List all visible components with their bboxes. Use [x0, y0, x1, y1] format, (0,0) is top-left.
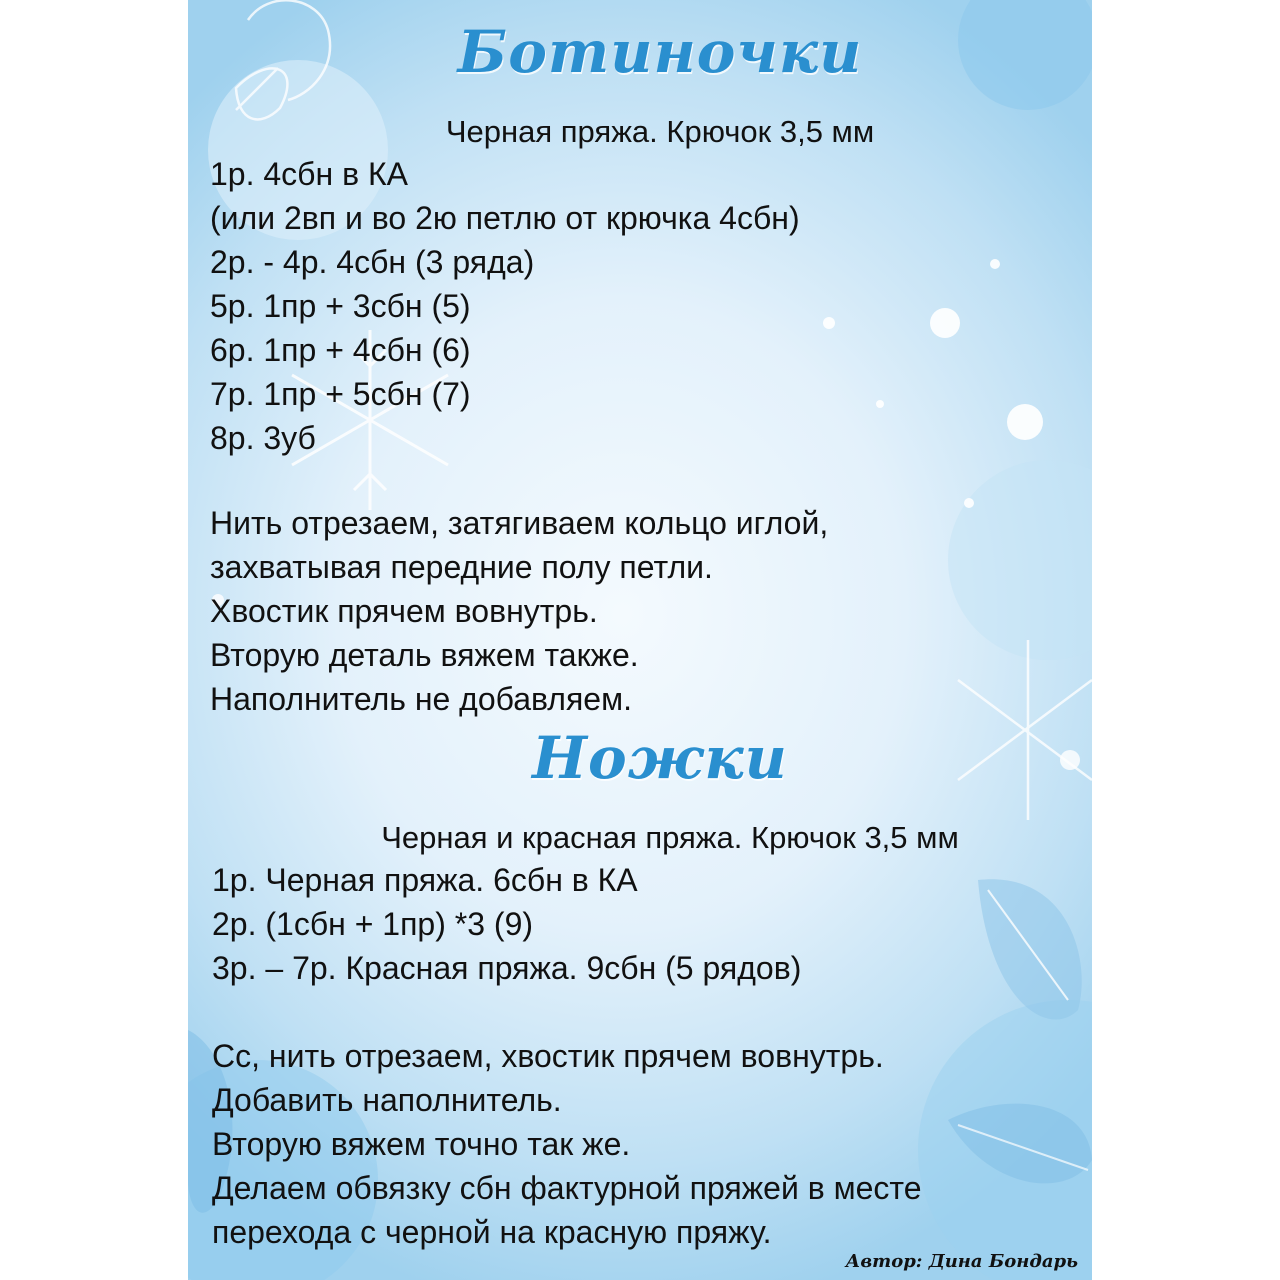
content [188, 0, 1092, 1280]
row-line: 2р. (1сбн + 1пр) *3 (9) [212, 906, 534, 942]
note-line: Нить отрезаем, затягиваем кольцо иглой, [210, 505, 829, 541]
boots-notes [210, 501, 828, 721]
note-line: Сс, нить отрезаем, хвостик прячем вовнутрь. [212, 1038, 884, 1074]
note-line: Делаем обвязку сбн фактурной пряжей в месте [212, 1170, 922, 1206]
row-line: 5р. 1пр + 3сбн (5) [210, 288, 471, 324]
recipe-card [188, 0, 1092, 1280]
section-title-legs: Ножки [532, 724, 788, 792]
note-line: Наполнитель не добавляем. [210, 681, 632, 717]
note-line: Добавить наполнитель. [212, 1082, 562, 1118]
legs-rows [212, 858, 801, 990]
legs-notes [212, 1034, 921, 1254]
note-line: Вторую вяжем точно так же. [212, 1126, 631, 1162]
row-line: 1р. Черная пряжа. 6сбн в КА [212, 862, 638, 898]
note-line: захватывая передние полу петли. [210, 549, 713, 585]
boots-rows [210, 152, 800, 460]
author-credit: Автор: Дина Бондарь [845, 1251, 1078, 1272]
row-line: 7р. 1пр + 5сбн (7) [210, 376, 471, 412]
row-line: 2р. - 4р. 4сбн (3 ряда) [210, 244, 535, 280]
row-line: 8р. 3уб [210, 420, 316, 456]
note-line: перехода с черной на красную пряжу. [212, 1214, 772, 1250]
section-subtitle-legs: Черная и красная пряжа. Крючок 3,5 мм [381, 820, 959, 855]
row-line: (или 2вп и во 2ю петлю от крючка 4сбн) [210, 200, 800, 236]
note-line: Вторую деталь вяжем также. [210, 637, 639, 673]
section-subtitle-boots: Черная пряжа. Крючок 3,5 мм [445, 114, 875, 149]
row-line: 1р. 4сбн в КА [210, 156, 408, 192]
section-title-boots: Ботиночки [457, 18, 863, 86]
row-line: 6р. 1пр + 4сбн (6) [210, 332, 471, 368]
note-line: Хвостик прячем вовнутрь. [210, 593, 598, 629]
row-line: 3р. – 7р. Красная пряжа. 9сбн (5 рядов) [212, 950, 802, 986]
